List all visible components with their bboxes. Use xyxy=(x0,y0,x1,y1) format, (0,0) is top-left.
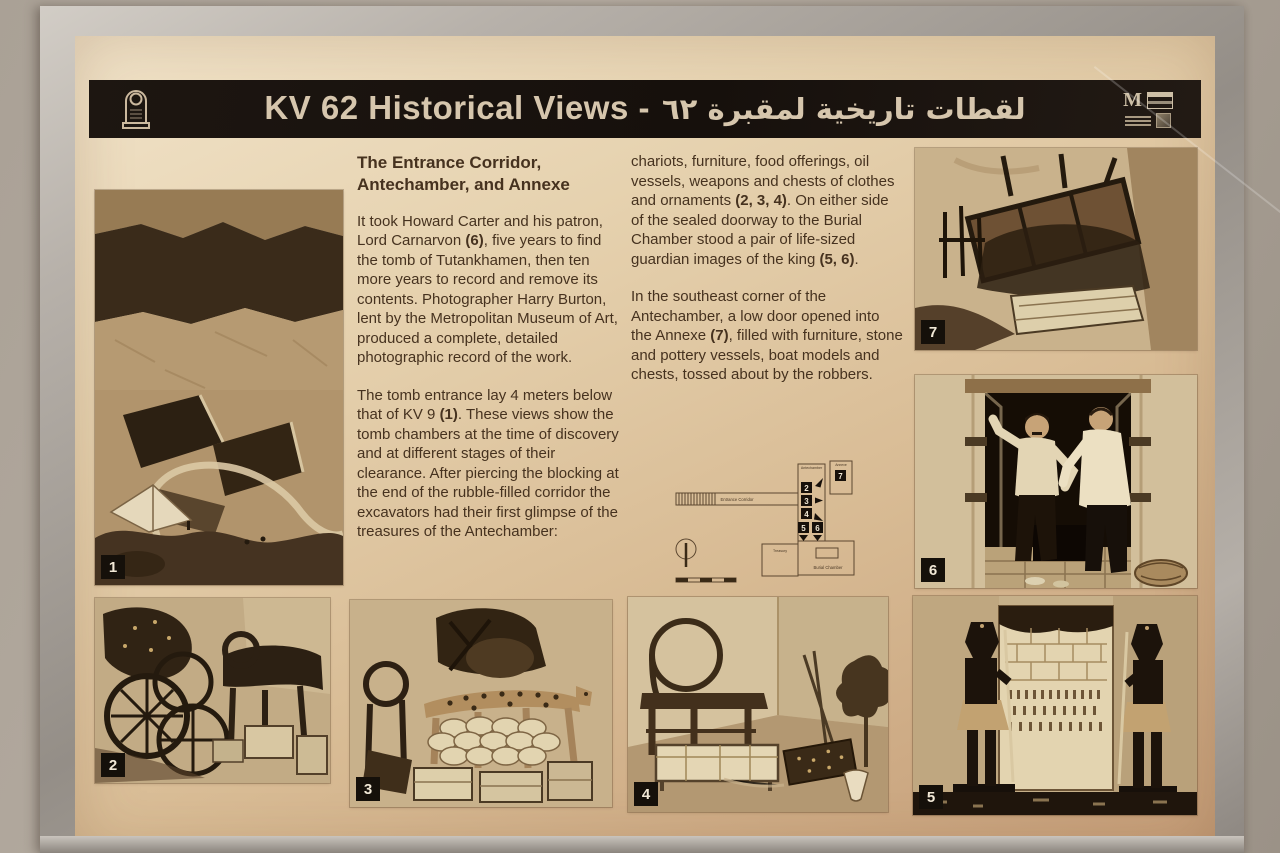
svg-text:5: 5 xyxy=(801,523,806,533)
logo-text-lines xyxy=(1125,116,1151,126)
sealed-doorway xyxy=(999,606,1113,790)
label-entrance-corridor: Entrance Corridor xyxy=(720,497,754,502)
photo-badge: 6 xyxy=(921,558,945,582)
title-english: KV 62 Historical Views - xyxy=(264,89,650,127)
doorway-illustration xyxy=(915,375,1197,588)
photo-5-guardian-statues xyxy=(913,596,1197,815)
photo-7-annexe xyxy=(915,148,1197,350)
plan-labels xyxy=(720,463,846,570)
chariots-illustration xyxy=(95,598,330,783)
provision-boxes xyxy=(428,717,560,765)
basket xyxy=(1135,560,1187,586)
paragraph-3: chariots, furniture, food offerings, oil vessels, weapons and chests of clothes and ornaments (2, 3, 4). On either side of the sealed doorway to the Burial Chamber stood a pair of life-sized guardian images of the king (5, 6). xyxy=(631,153,895,268)
svg-text:3: 3 xyxy=(804,496,809,506)
title-bar xyxy=(89,80,1201,138)
svg-text:7: 7 xyxy=(838,471,843,481)
paragraph-1: It took Howard Carter and his patron, Lord Carnarvon (6), five years to find the tomb of Tutankhamen, then ten more years to record and remove its contents. Photographer Harry Burton, lent by the Metropolitan Museum of Art, produced a complete, detailed photographic record of the work. xyxy=(357,212,618,366)
chests-illustration xyxy=(628,597,888,812)
cliff-band xyxy=(95,222,343,324)
valley-illustration xyxy=(95,190,343,585)
svg-text:2: 2 xyxy=(804,483,809,493)
plan-view-markers xyxy=(798,470,846,541)
photo-badge: 4 xyxy=(634,782,658,806)
title-arabic: لقطات تاريخية لمقبرة ٦٢ xyxy=(661,92,1026,127)
white-chest xyxy=(656,745,778,781)
photo-3-couch-provisions xyxy=(350,600,612,807)
photo-badge: 1 xyxy=(101,555,125,579)
paragraph-2: The tomb entrance lay 4 meters below that of KV 9 (1). These views show the tomb chambers at the time of discovery and at different stages of their clearance. After piercing the blocking at the end of the rubble-filled corridor the excavators had their first glimpse of the treasures of the Antechamber: xyxy=(357,386,619,540)
sarcophagus xyxy=(816,548,838,558)
tomb-plan xyxy=(670,456,860,591)
annexe-illustration xyxy=(915,148,1197,350)
metal-frame-bottom xyxy=(40,836,1244,853)
article-heading: The Entrance Corridor, Antechamber, and Annexe xyxy=(357,153,570,194)
photo-6-carter-carnarvon xyxy=(915,375,1197,588)
label-burial-chamber: Burial Chamber xyxy=(813,565,843,570)
svg-text:4: 4 xyxy=(804,509,809,519)
text-column-right xyxy=(631,152,903,403)
photo-badge: 2 xyxy=(101,753,125,777)
photo-1-valley xyxy=(95,190,343,585)
guardians-illustration xyxy=(913,596,1197,815)
label-annexe: Annexe xyxy=(835,463,847,467)
met-m-letter: M xyxy=(1123,89,1142,111)
photo-badge: 5 xyxy=(919,785,943,809)
tomb-plan-drawing xyxy=(670,456,860,591)
corridor-stairs xyxy=(679,493,715,505)
banner-logo xyxy=(1147,92,1173,109)
panel-title xyxy=(89,89,1201,127)
photo-4-couch-chests xyxy=(628,597,888,812)
paragraph-4: In the southeast corner of the Antechamber, a low door opened into the Annexe (7), filled with furniture, stone and pottery vessels, boat models and chests, tossed about by the robbers. xyxy=(631,288,903,383)
lintel-beam xyxy=(965,379,1151,393)
photo-2-chariots xyxy=(95,598,330,783)
label-treasury: Treasury xyxy=(772,549,788,553)
photo-badge: 3 xyxy=(356,777,380,801)
label-antechamber: Antechamber xyxy=(800,466,823,470)
information-panel xyxy=(75,36,1215,853)
svg-text:6: 6 xyxy=(815,523,820,533)
text-column-left xyxy=(357,152,625,560)
provisions-illustration xyxy=(350,600,612,807)
photo-badge: 7 xyxy=(921,320,945,344)
